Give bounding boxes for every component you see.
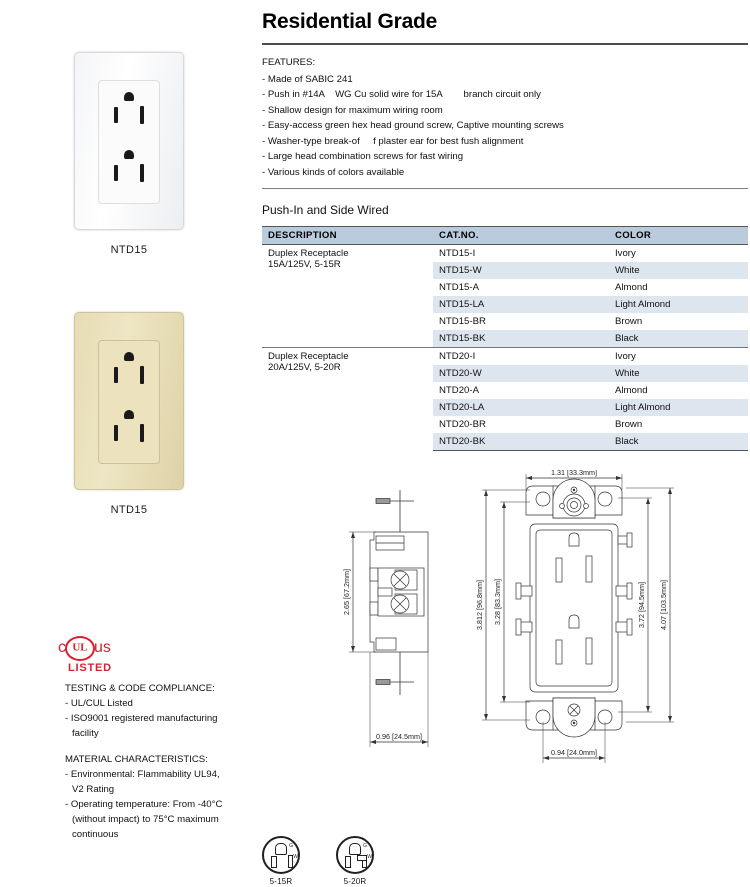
table-row[interactable] — [262, 348, 748, 366]
receptacle-body-white — [98, 80, 160, 204]
group-description-cell — [262, 348, 433, 451]
cell-color: Black — [609, 433, 748, 451]
neutral-slot-icon — [288, 855, 294, 868]
page-title: Residential Grade — [262, 10, 438, 33]
cell-color: Ivory — [615, 248, 636, 259]
ground-pin-icon — [349, 843, 361, 855]
cell-catno: NTD15-W — [433, 262, 609, 279]
table-subheading: Push-In and Side Wired — [262, 203, 389, 217]
features-block — [262, 55, 750, 180]
cell-catno: NTD15-BR — [439, 316, 486, 327]
ul-us-suffix: us — [94, 639, 111, 656]
front-view-right-outer-dim: 4.07 [103.5mm] — [659, 580, 668, 630]
compliance-text-block — [65, 681, 255, 842]
compliance-item: facility — [72, 728, 99, 739]
neutral-slot-icon — [114, 367, 118, 383]
text-spacer — [65, 741, 255, 752]
cell-catno: NTD15-LA — [433, 296, 609, 313]
cell-catno: NTD15-A — [439, 282, 479, 293]
group-description-cell — [262, 245, 433, 348]
product-image-white — [0, 52, 258, 256]
cell-color: Brown — [615, 419, 643, 430]
feature-item: - Made of SABIC 241 — [262, 73, 353, 85]
column-header-catno: CAT.NO. — [433, 227, 609, 245]
features-heading: FEATURES: — [262, 57, 316, 68]
product-caption: NTD15 — [110, 244, 148, 256]
ul-logo-row — [58, 636, 168, 660]
ul-listed-logo — [58, 636, 168, 674]
ground-letter: G — [289, 843, 293, 849]
front-view-left-inner-dim: 3.28 [83.3mm] — [493, 579, 502, 625]
side-view-width-dim: 0.96 [24.5mm] — [376, 732, 422, 741]
neutral-slot-icon — [114, 165, 118, 181]
hot-slot-icon — [140, 106, 144, 124]
compliance-item: - UL/CUL Listed — [65, 698, 133, 709]
feature-item: - Large head combination screws for fast wiring — [262, 151, 464, 162]
table-header-row — [262, 227, 748, 245]
compliance-item: - ISO9001 registered manufacturing — [65, 713, 218, 724]
plug-config-label: 5-15R — [269, 877, 293, 886]
plug-config-label: 5-20R — [343, 877, 367, 886]
feature-item: - Various kinds of colors available — [262, 166, 405, 178]
material-item: - Operating temperature: From -40°C — [65, 799, 223, 810]
ground-pin-icon — [275, 843, 287, 855]
table-row[interactable] — [262, 245, 748, 263]
right-column — [262, 0, 750, 451]
cell-color: Brown — [615, 316, 643, 327]
cell-catno: NTD15-BK — [433, 330, 609, 348]
hot-slot-icon — [345, 856, 351, 868]
plug-config-5-15r — [262, 836, 300, 886]
ul-listed-text: LISTED — [68, 662, 112, 674]
cell-color: Almond — [615, 282, 648, 293]
ul-circle-icon — [65, 636, 95, 661]
compliance-heading: TESTING & CODE COMPLIANCE: — [65, 683, 215, 694]
plug-config-5-20r — [336, 836, 374, 886]
ground-letter: G — [363, 843, 367, 849]
front-view-left-outer-dim: 3.812 [96.8mm] — [475, 580, 484, 630]
receptacle-outlet-bottom — [99, 401, 159, 463]
cell-catno: NTD20-BK — [433, 433, 609, 451]
neutral-letter: W — [367, 854, 372, 860]
group-description-line2: 20A/125V, 5-20R — [268, 362, 341, 373]
hot-slot-icon — [271, 856, 277, 868]
hot-slot-icon — [140, 424, 144, 442]
feature-item: - Shallow design for maximum wiring room — [262, 104, 443, 116]
dimension-drawing-svg — [340, 470, 750, 800]
ground-slot-icon — [124, 410, 134, 419]
material-item: V2 Rating — [72, 784, 115, 795]
product-image-ivory — [0, 312, 258, 516]
product-caption: NTD15 — [110, 504, 148, 516]
cell-catno: NTD20-I — [433, 348, 609, 366]
title-divider — [262, 43, 748, 45]
material-item: - Environmental: Flammability UL94, — [65, 769, 220, 780]
specification-table — [262, 226, 748, 451]
front-view-bottom-width-dim: 0.94 [24.0mm] — [551, 748, 597, 757]
cell-catno: NTD20-LA — [433, 399, 609, 416]
material-item: continuous — [72, 829, 119, 840]
feature-item: - Easy-access green hex head ground screw, Captive mounting screws — [262, 120, 564, 131]
cell-catno: NTD20-A — [439, 385, 479, 396]
neutral-letter: W — [293, 854, 298, 860]
cell-catno: NTD15-I — [439, 248, 476, 259]
front-view-right-inner-dim: 3.72 [94.5mm] — [637, 582, 646, 628]
front-view-top-width-dim: 1.31 [33.3mm] — [551, 470, 597, 477]
group-description-line2: 15A/125V, 5-15R — [268, 259, 341, 270]
side-view-height-dim: 2.65 [67.2mm] — [342, 569, 351, 615]
cell-color: Light Almond — [609, 399, 748, 416]
cell-catno: NTD20-BR — [439, 419, 486, 430]
cell-color: White — [609, 262, 748, 279]
cell-color: Black — [609, 330, 748, 348]
nema-5-20r-icon — [336, 836, 374, 874]
wall-plate-ivory — [74, 312, 184, 490]
ul-mark-text: UL — [72, 641, 88, 654]
cell-color: Light Almond — [609, 296, 748, 313]
cell-color: Almond — [615, 385, 648, 396]
neutral-t-slot-icon — [357, 855, 367, 861]
column-header-color: COLOR — [609, 227, 748, 245]
receptacle-outlet-bottom — [99, 141, 159, 203]
front-view-drawing — [475, 470, 674, 763]
neutral-slot-icon — [114, 107, 118, 123]
nema-5-15r-icon — [262, 836, 300, 874]
cell-catno: NTD20-W — [433, 365, 609, 382]
ground-slot-icon — [124, 92, 134, 101]
ul-c-prefix: c — [58, 639, 66, 656]
side-view-drawing — [342, 490, 428, 747]
neutral-slot-icon — [114, 425, 118, 441]
hot-slot-icon — [140, 366, 144, 384]
wall-plate-white — [74, 52, 184, 230]
ground-slot-icon — [124, 150, 134, 159]
feature-item: - Push in #14A WG Cu solid wire for 15A branch circuit only — [262, 89, 541, 100]
features-divider — [262, 188, 748, 189]
hot-slot-icon — [140, 164, 144, 182]
material-heading: MATERIAL CHARACTERISTICS: — [65, 754, 208, 765]
cell-color: White — [609, 365, 748, 382]
plug-configuration-group — [262, 836, 407, 886]
column-header-description: DESCRIPTION — [262, 227, 433, 245]
material-item: (without impact) to 75°C maximum — [72, 814, 219, 825]
receptacle-outlet-top — [99, 343, 159, 405]
technical-drawings — [340, 470, 750, 800]
receptacle-body-ivory — [98, 340, 160, 464]
receptacle-outlet-top — [99, 83, 159, 145]
left-column — [0, 0, 258, 887]
group-description-line1: Duplex Receptacle — [268, 351, 349, 362]
group-description-line1: Duplex Receptacle — [268, 248, 349, 259]
ground-slot-icon — [124, 352, 134, 361]
feature-item: - Washer-type break-of f plaster ear for best fush alignment — [262, 135, 524, 147]
cell-color: Ivory — [609, 348, 748, 366]
